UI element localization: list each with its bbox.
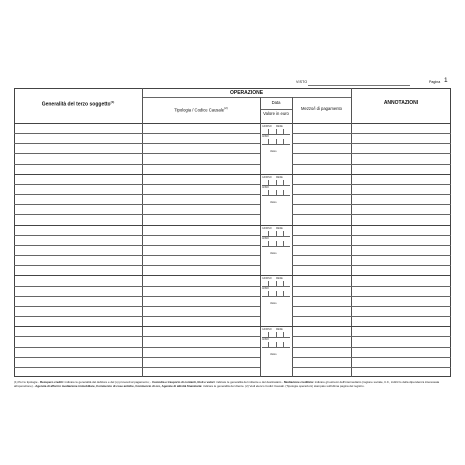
date-month-label: MESE	[276, 176, 283, 179]
date-underline	[262, 296, 290, 297]
grid-line	[292, 235, 451, 236]
grid-line	[292, 153, 451, 154]
date-underline	[262, 236, 290, 237]
grid-line	[292, 347, 451, 348]
column-group-operazione: OPERAZIONE	[229, 90, 264, 96]
date-underline	[262, 185, 290, 186]
date-underline	[262, 337, 290, 338]
grid-line	[14, 174, 451, 175]
grid-line	[14, 153, 260, 154]
date-day-label: GIORNO	[262, 125, 272, 128]
visto-label: VISTO	[296, 80, 308, 84]
grid-line	[260, 109, 292, 110]
grid-line	[14, 286, 260, 287]
date-year-label: ANNO	[262, 135, 269, 138]
date-year-label: ANNO	[262, 237, 269, 240]
column-header-data: Data	[271, 100, 281, 105]
grid-line	[292, 306, 451, 307]
grid-line	[292, 357, 451, 358]
footnote: (1) Per le tipologie - Recupero crediti: indicare le generalità del debitore e del (o) provvedi al pagamento; - Custodia e trasporto di contanti, titoli e valori: indicare le generalità del mittente e del destinatario - Mediazione creditizia: indicare gli estremi dell'intermediario (ragione sociale, C.F., indirizzo della dipendenza interessata all'operazione) - Agenzia di affari in mediazione immobiliare, Commercio di cose antiche, Commercio di oro, Agenzie di attività finanziaria: indicare le generalità del cliente. (2) Vedi elenco Codici Causali. (Tipologia operazioni) stampato sull'ultima pagina del registro.	[14, 380, 440, 388]
grid-line	[292, 194, 451, 195]
visto-signature-line	[308, 85, 410, 86]
date-day-label: GIORNO	[262, 328, 272, 331]
grid-line	[292, 336, 451, 337]
grid-line	[14, 255, 260, 256]
grid-divider	[292, 97, 293, 377]
grid-line	[14, 336, 260, 337]
grid-line	[14, 245, 260, 246]
grid-line	[14, 347, 260, 348]
date-month-label: MESE	[276, 227, 283, 230]
column-header-tipologia: Tipologia / Codice Causale$^{(2)}$	[174, 106, 228, 113]
grid-line	[142, 97, 351, 98]
grid-line	[14, 225, 451, 226]
date-underline	[262, 134, 290, 135]
grid-line	[14, 357, 260, 358]
grid-divider	[351, 88, 352, 377]
date-underline	[262, 246, 290, 247]
grid-line	[14, 275, 451, 276]
value-label: Valore	[270, 201, 277, 204]
grid-line	[292, 204, 451, 205]
grid-line	[292, 133, 451, 134]
date-month-label: MESE	[276, 125, 283, 128]
column-header-valore: Valore in euro	[263, 111, 289, 116]
grid-line	[14, 296, 260, 297]
grid-line	[14, 204, 260, 205]
grid-line	[292, 143, 451, 144]
date-month-label: MESE	[276, 328, 283, 331]
grid-line	[14, 133, 260, 134]
grid-line	[14, 306, 260, 307]
grid-line	[292, 367, 451, 368]
value-label: Valore	[270, 302, 277, 305]
grid-line	[292, 255, 451, 256]
register-table	[14, 88, 451, 377]
grid-line	[292, 184, 451, 185]
page-label: Pagina	[429, 80, 441, 84]
grid-divider	[260, 97, 261, 377]
value-label: Valore	[270, 150, 277, 153]
grid-line	[292, 316, 451, 317]
column-header-generalita: Generalità del terzo soggetto$^{(1)}$	[41, 100, 115, 108]
date-underline	[262, 286, 290, 287]
date-month-label: MESE	[276, 277, 283, 280]
grid-line	[292, 286, 451, 287]
grid-line	[292, 214, 451, 215]
grid-line	[292, 265, 451, 266]
grid-line	[14, 326, 451, 327]
grid-line	[292, 164, 451, 165]
grid-line	[14, 164, 260, 165]
date-year-label: ANNO	[262, 287, 269, 290]
column-header-mezzi: Mezzo/i di pagamento	[301, 106, 342, 111]
grid-line	[14, 367, 260, 368]
grid-line	[14, 123, 451, 124]
grid-line	[14, 143, 260, 144]
date-day-label: GIORNO	[262, 277, 272, 280]
grid-divider	[142, 88, 143, 377]
date-day-label: GIORNO	[262, 176, 272, 179]
date-year-label: ANNO	[262, 338, 269, 341]
grid-line	[14, 235, 260, 236]
date-underline	[262, 144, 290, 145]
grid-line	[292, 245, 451, 246]
grid-line	[14, 214, 260, 215]
grid-line	[14, 194, 260, 195]
value-label: Valore	[270, 353, 277, 356]
grid-line	[14, 316, 260, 317]
value-label: Valore	[270, 252, 277, 255]
date-day-label: GIORNO	[262, 227, 272, 230]
column-header-annotazioni: ANNOTAZIONI	[383, 100, 419, 106]
grid-line	[14, 265, 260, 266]
date-year-label: ANNO	[262, 186, 269, 189]
date-underline	[262, 195, 290, 196]
page-number: 1	[444, 77, 448, 84]
date-underline	[262, 347, 290, 348]
grid-line	[14, 184, 260, 185]
grid-line	[292, 296, 451, 297]
